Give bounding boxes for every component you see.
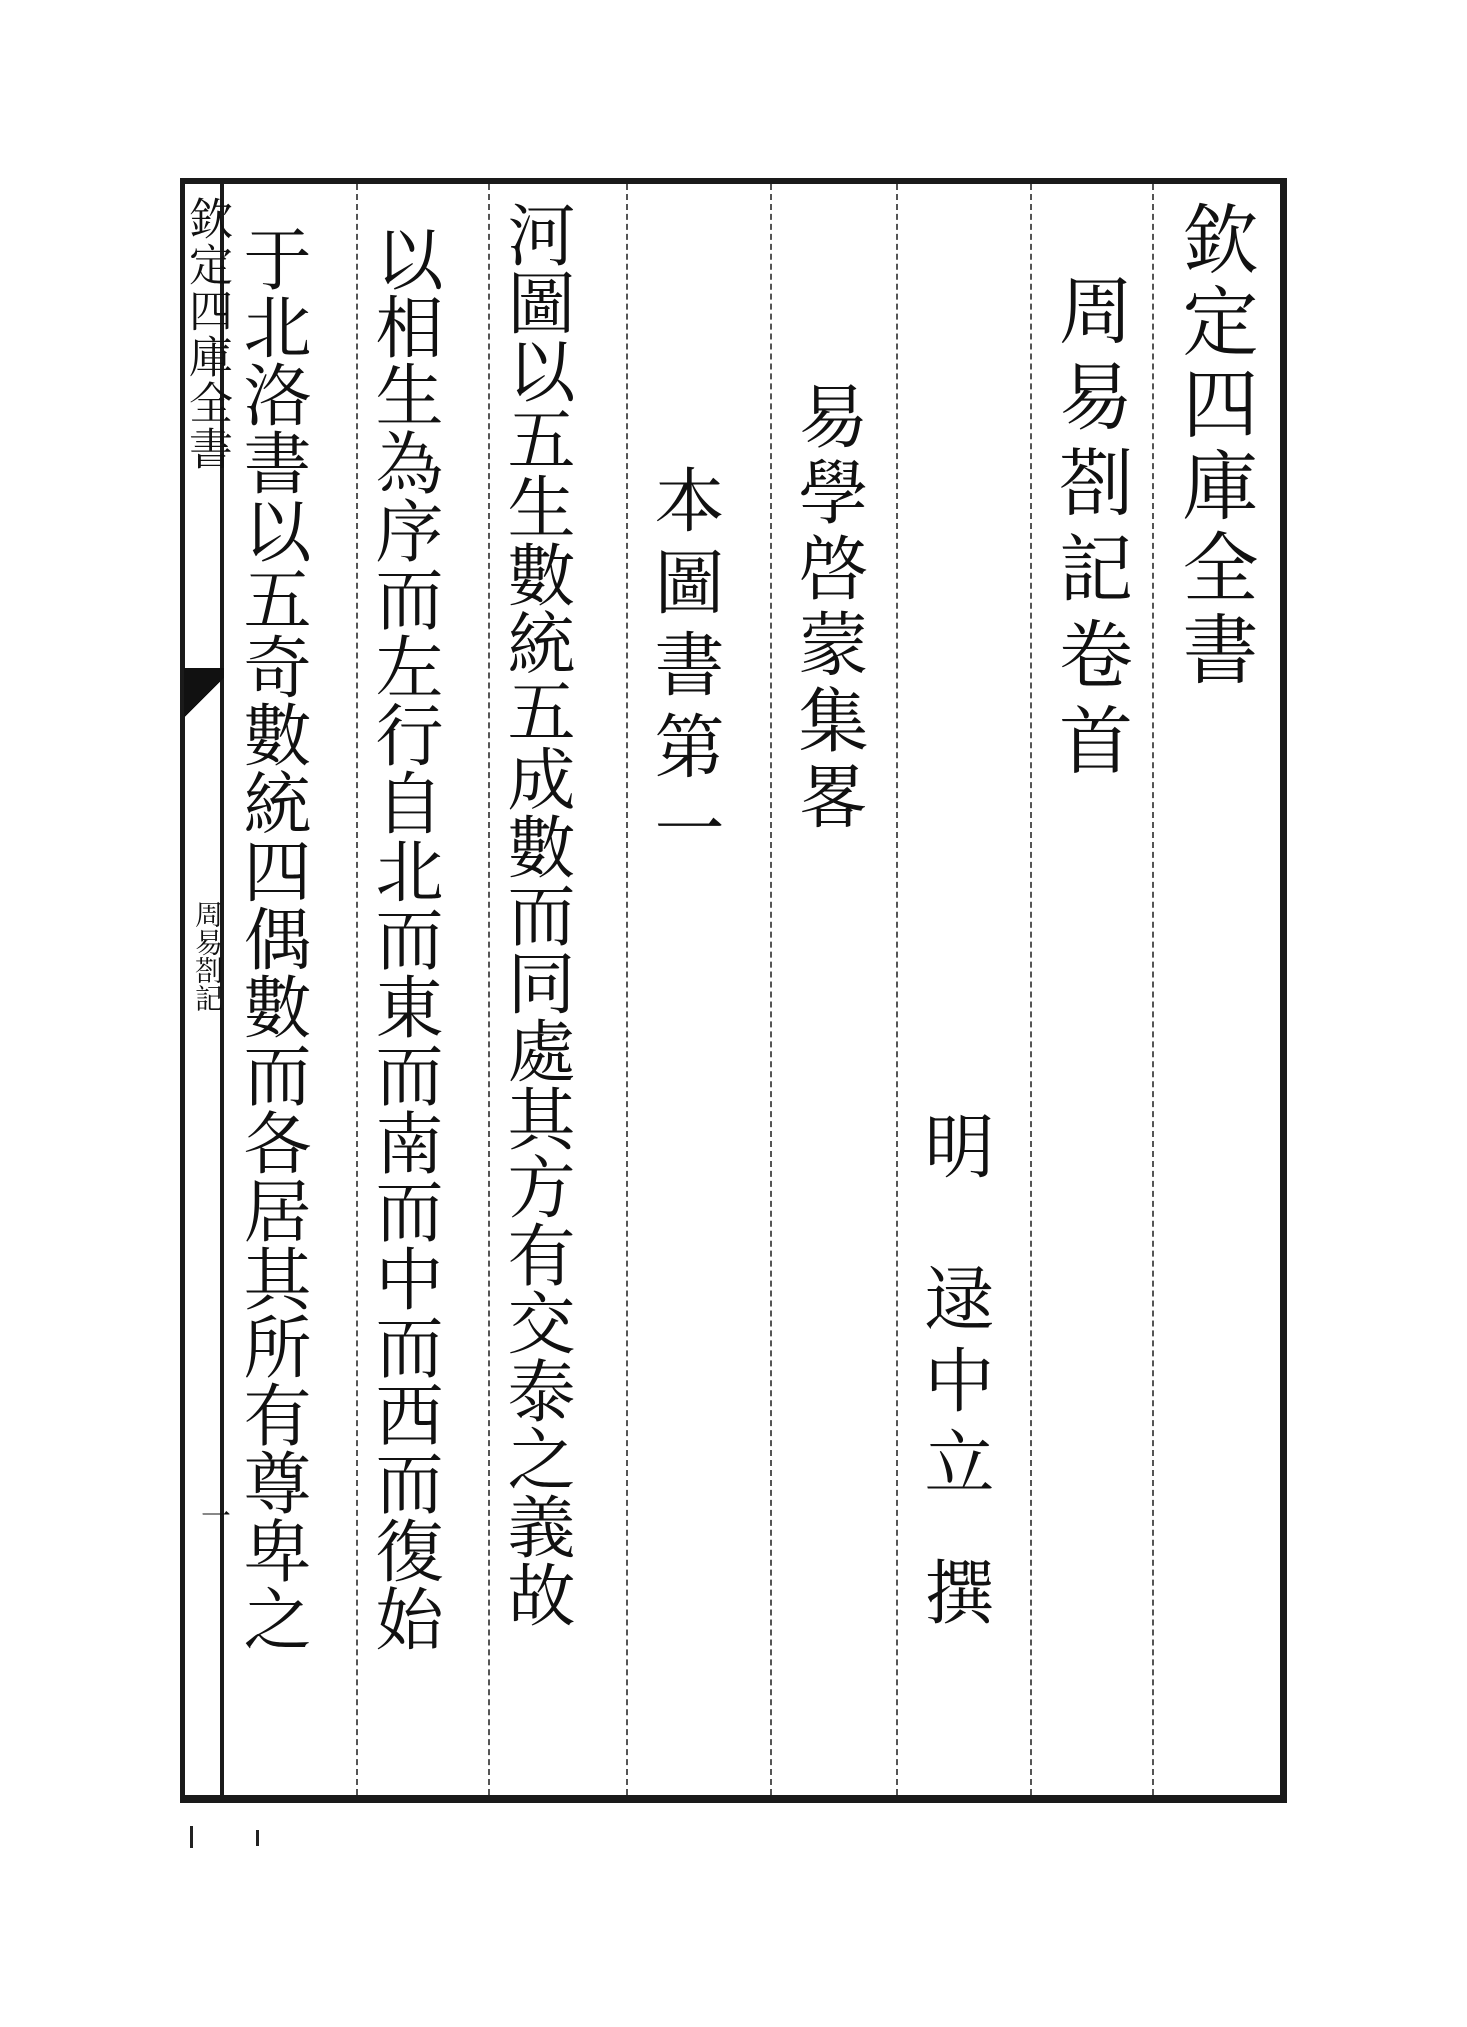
section-heading: 易學啓蒙集畧	[787, 380, 869, 836]
column-rule	[356, 184, 358, 1795]
column-rule	[488, 184, 490, 1795]
author-role: 撰	[913, 1556, 995, 1642]
body-text-column: 河圖以五生數統五成數而同處其方有交泰之義故	[496, 200, 575, 1628]
body-text-column: 以相生為序而左行自北而東而南而中而西而復始	[364, 224, 443, 1652]
subsection-heading: 本圖書第一	[643, 464, 725, 874]
fold-margin-title: 欽定四庫全書	[181, 196, 232, 472]
chapter-title: 周易剳記卷首	[1047, 272, 1133, 788]
column-rule	[770, 184, 772, 1795]
column-rule	[1152, 184, 1154, 1795]
fishtail-mark	[184, 668, 224, 728]
margin-tick-mark	[256, 1830, 259, 1846]
column-rule	[896, 184, 898, 1795]
author-name: 逯中立	[913, 1262, 995, 1508]
column-rule	[626, 184, 628, 1795]
author-dynasty: 明	[913, 1110, 995, 1188]
fold-margin-short-title: 周易剳記	[191, 900, 224, 1012]
fold-margin-page-number: 一	[195, 1500, 230, 1530]
collection-title: 欽定四庫全書	[1170, 200, 1259, 692]
column-rule	[1030, 184, 1032, 1795]
margin-tick-mark	[190, 1826, 205, 1848]
body-text-column: 于北洛書以五奇數統四偶數而各居其所有尊卑之	[232, 224, 311, 1652]
